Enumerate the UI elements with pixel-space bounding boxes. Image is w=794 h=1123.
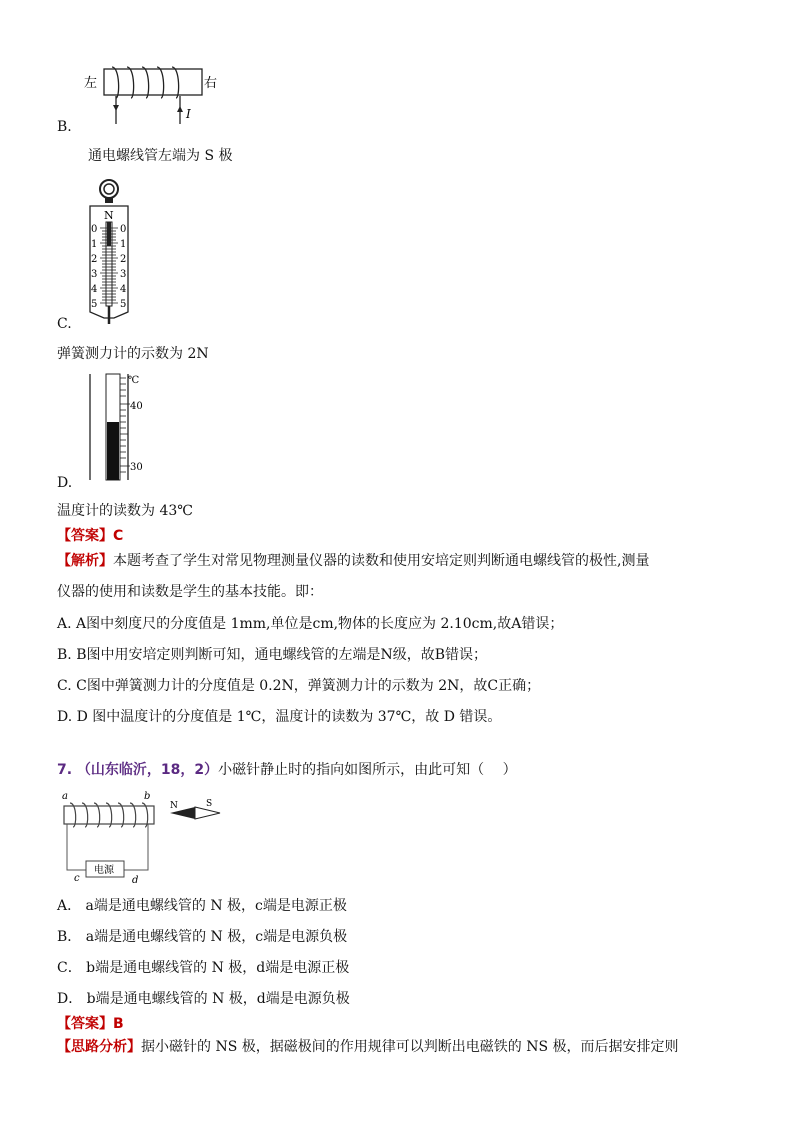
question-7-analysis	[57, 1038, 678, 1056]
question-7-option-a: A． a端是通电螺线管的 N 极，c端是电源正极	[57, 898, 347, 914]
analysis-line-1	[57, 552, 649, 570]
scale-top-label: N	[104, 209, 114, 222]
svg-text:0: 0	[91, 224, 98, 235]
option-d-letter: D.	[57, 475, 73, 491]
svg-text:2: 2	[91, 254, 98, 265]
option-c-caption: 弹簧测力计的示数为 2N	[57, 346, 209, 362]
thermometer-unit: ℃	[128, 375, 140, 386]
left-label: 左	[84, 76, 98, 91]
question-7-option-d: D． b端是通电螺线管的 N 极，d端是电源负极	[57, 991, 350, 1007]
analysis-tag: 【解析】	[57, 553, 113, 569]
question-7-option-c: C． b端是通电螺线管的 N 极，d端是电源正极	[57, 960, 350, 976]
solenoid-figure-b	[82, 62, 222, 130]
svg-text:3: 3	[91, 269, 98, 280]
spring-scale-figure-c	[84, 178, 142, 326]
question-7-stem	[57, 761, 517, 779]
option-c-letter: C.	[57, 316, 72, 332]
electromagnet-core	[64, 806, 154, 824]
current-arrow-left	[113, 105, 119, 111]
svg-text:5: 5	[91, 299, 98, 310]
question-7-analysis-text: 据小磁针的 NS 极，据磁极间的作用规律可以判断出电磁铁的 NS 极，而后据安排定则	[141, 1039, 679, 1055]
analysis-line-2: 仪器的使用和读数是学生的基本技能。即：	[57, 584, 323, 600]
mercury-column	[107, 422, 119, 480]
end-label-b: b	[144, 791, 151, 802]
power-source-label: 电源	[94, 865, 114, 876]
option-d-caption: 温度计的读数为 43℃	[57, 503, 193, 519]
question-7-text: 小磁针静止时的指向如图所示，由此可知（ ）	[218, 762, 517, 778]
svg-text:5: 5	[120, 299, 127, 310]
electromagnet-figure	[58, 790, 226, 886]
thermometer-figure-d	[84, 370, 154, 482]
end-label-a: a	[62, 791, 68, 802]
svg-text:4: 4	[120, 284, 127, 295]
question-7-head: 7. （山东临沂，18，2）	[57, 762, 219, 778]
terminal-label-c: c	[74, 873, 80, 884]
analysis-option-c: C. C图中弹簧测力计的分度值是 0.2N，弹簧测力计的示数为 2N，故C正确；	[57, 678, 541, 694]
option-b-caption: 通电螺线管左端为 S 极	[88, 148, 233, 164]
question-7-answer-value: B	[113, 1016, 124, 1032]
question-7-analysis-tag: 【思路分析】	[57, 1039, 141, 1055]
spring-scale-ring	[100, 180, 118, 198]
answer-tag: 【答案】	[57, 528, 113, 544]
svg-text:1: 1	[120, 239, 127, 250]
needle-n-label: N	[170, 801, 178, 811]
svg-text:0: 0	[120, 224, 127, 235]
answer-line	[57, 527, 123, 545]
current-arrow-right	[177, 106, 183, 112]
answer-value: C	[113, 528, 124, 544]
analysis-text-1: 本题考查了学生对常见物理测量仪器的读数和使用安培定则判断通电螺线管的极性,测量	[113, 553, 650, 569]
analysis-option-b: B. B图中用安培定则判断可知，通电螺线管的左端是N级，故B错误；	[57, 647, 488, 663]
needle-s-label: S	[206, 799, 213, 809]
question-7-option-b: B． a端是通电螺线管的 N 极，c端是电源负极	[57, 929, 348, 945]
analysis-option-a: A. A图中刻度尺的分度值是 1mm,单位是cm,物体的长度应为 2.10cm,故A错误；	[57, 616, 564, 632]
svg-text:1: 1	[91, 239, 98, 250]
option-b-letter: B.	[57, 119, 72, 135]
current-label: I	[186, 107, 191, 121]
analysis-option-d: D. D 图中温度计的分度值是 1℃，温度计的读数为 37℃，故 D 错误。	[57, 709, 502, 725]
right-label: 右	[204, 76, 218, 91]
thermometer-label-40: 40	[130, 401, 143, 412]
question-7-answer	[57, 1015, 124, 1033]
svg-text:4: 4	[91, 284, 98, 295]
solenoid-coils	[112, 67, 179, 98]
svg-text:2: 2	[120, 254, 127, 265]
terminal-label-d: d	[132, 875, 139, 886]
thermometer-label-30: 30	[130, 462, 143, 473]
question-7-answer-tag: 【答案】	[57, 1016, 113, 1032]
svg-text:3: 3	[120, 269, 127, 280]
